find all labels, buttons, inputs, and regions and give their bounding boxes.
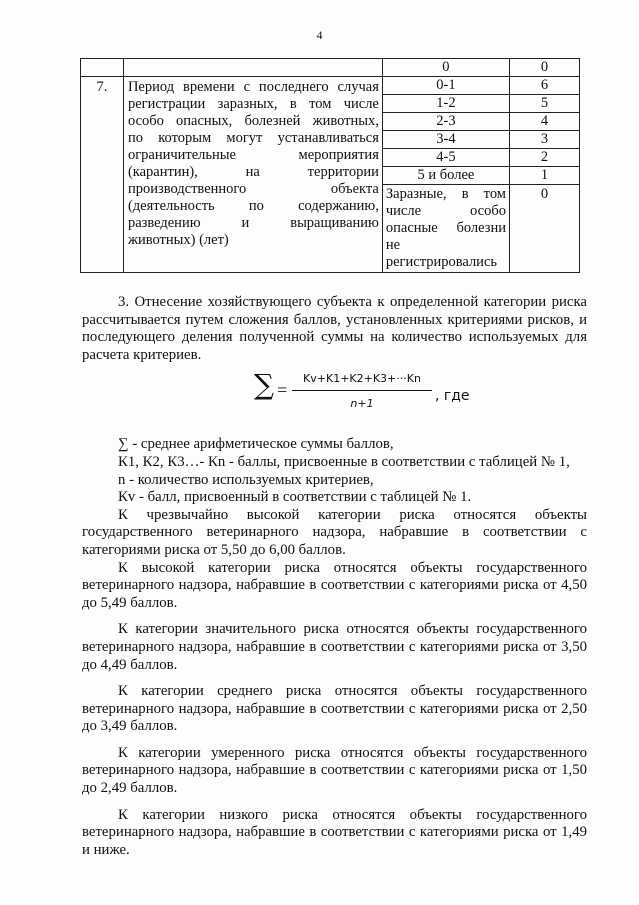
table-row: [81, 77, 580, 273]
note-cell: [383, 185, 509, 272]
range-cell: 0-1: [383, 77, 509, 95]
criterion-line: по которым могут устанавливаться: [127, 130, 379, 146]
note-line: Заразные, в том: [385, 186, 506, 202]
points-cell: 5: [510, 95, 579, 113]
points-cell: 4: [510, 113, 579, 131]
risk-category-paragraph: К категории среднего риска относятся объекты государственного ветеринарного надзора, набравшие в соответствии с категориями риска от 2,50 до 3,49 баллов.: [82, 683, 587, 735]
points-cell: 1: [510, 167, 579, 185]
points-header: 0: [509, 59, 579, 77]
criterion-line: особо опасных, болезней животных,: [127, 113, 379, 129]
range-cell: 5 и более: [383, 167, 509, 185]
criteria-table: [80, 58, 580, 273]
points-cell: 0: [540, 186, 549, 202]
empty-cell: [123, 59, 382, 77]
range-cell: 4-5: [383, 149, 509, 167]
legend-line: Кv - балл, присвоенный в соответствии с таблицей № 1.: [118, 489, 472, 506]
page-number: 4: [316, 28, 323, 42]
points-column: [509, 77, 579, 273]
note-line: регистрировались: [385, 254, 497, 270]
criterion-line: разведению и выращиванию: [127, 215, 379, 231]
range-header: 0: [382, 59, 509, 77]
risk-category-paragraph: К чрезвычайно высокой категории риска относятся объекты государственного ветеринарного надзора, набравшие в соответствии с категориями риска от 5,50 до 6,00 баллов.: [82, 506, 587, 558]
risk-category-paragraph: К категории низкого риска относятся объекты государственного ветеринарного надзора, набравшие в соответствии с категориями риска от 1,49 и ниже.: [82, 806, 587, 858]
criterion-line: (карантин), на территории: [127, 164, 379, 180]
formula-numerator: Kv+K1+K2+K3+···Kn: [292, 370, 432, 391]
row-number: 7.: [81, 77, 124, 273]
table-header-row: [81, 59, 580, 77]
range-cell: 3-4: [383, 131, 509, 149]
legend-line: n - количество используемых критериев,: [118, 471, 374, 488]
document-body: [82, 294, 587, 859]
range-column: [382, 77, 509, 273]
legend-line: К1, К2, К3…- Кn - баллы, присвоенные в соответствии с таблицей № 1,: [118, 453, 570, 470]
formula-fraction: [292, 370, 432, 412]
note-line: не: [385, 237, 401, 253]
formula-denominator: n+1: [350, 396, 374, 410]
empty-cell: [81, 59, 124, 77]
legend-line: ∑ - среднее арифметическое суммы баллов,: [118, 436, 394, 453]
criterion-line: животных) (лет): [127, 232, 229, 248]
criterion-line: регистрации заразных, в том числе: [127, 96, 379, 112]
risk-category-paragraph: К высокой категории риска относятся объекты государственного ветеринарного надзора, набравшие в соответствии с категориями риска от 4,50 до 5,49 баллов.: [82, 559, 587, 611]
formula: [82, 370, 587, 428]
criterion-cell: [123, 77, 382, 273]
criterion-line: ограничительные мероприятия: [127, 147, 379, 163]
note-line: числе особо: [385, 203, 506, 219]
points-cell: 6: [510, 77, 579, 95]
criterion-line: (деятельность по содержанию,: [127, 198, 379, 214]
paragraph-3: 3. Отнесение хозяйствующего субъекта к определенной категории риска рассчитывается путем сложения баллов, установленных критериями рисков, и последующего деления полученной суммы на количество используемых для расчета критериев.: [82, 294, 587, 363]
risk-category-paragraph: К категории умеренного риска относятся объекты государственного ветеринарного надзора, набравшие в соответствии с категориями риска от 1,50 до 2,49 баллов.: [82, 744, 587, 797]
criterion-line: производственного объекта: [127, 181, 379, 197]
criterion-line: Период времени с последнего случая: [127, 79, 379, 95]
equals-sign: =: [277, 380, 288, 401]
formula-suffix: , где: [435, 388, 470, 405]
points-cell: 3: [510, 131, 579, 149]
note-line: опасные болезни: [385, 220, 506, 236]
range-cell: 2-3: [383, 113, 509, 131]
range-cell: 1-2: [383, 95, 509, 113]
sigma-symbol: ∑: [254, 368, 274, 402]
points-cell: 2: [510, 149, 579, 167]
risk-category-paragraph: К категории значительного риска относятся объекты государственного ветеринарного надзора, набравшие в соответствии с категориями риска от 3,50 до 4,49 баллов.: [82, 621, 587, 673]
